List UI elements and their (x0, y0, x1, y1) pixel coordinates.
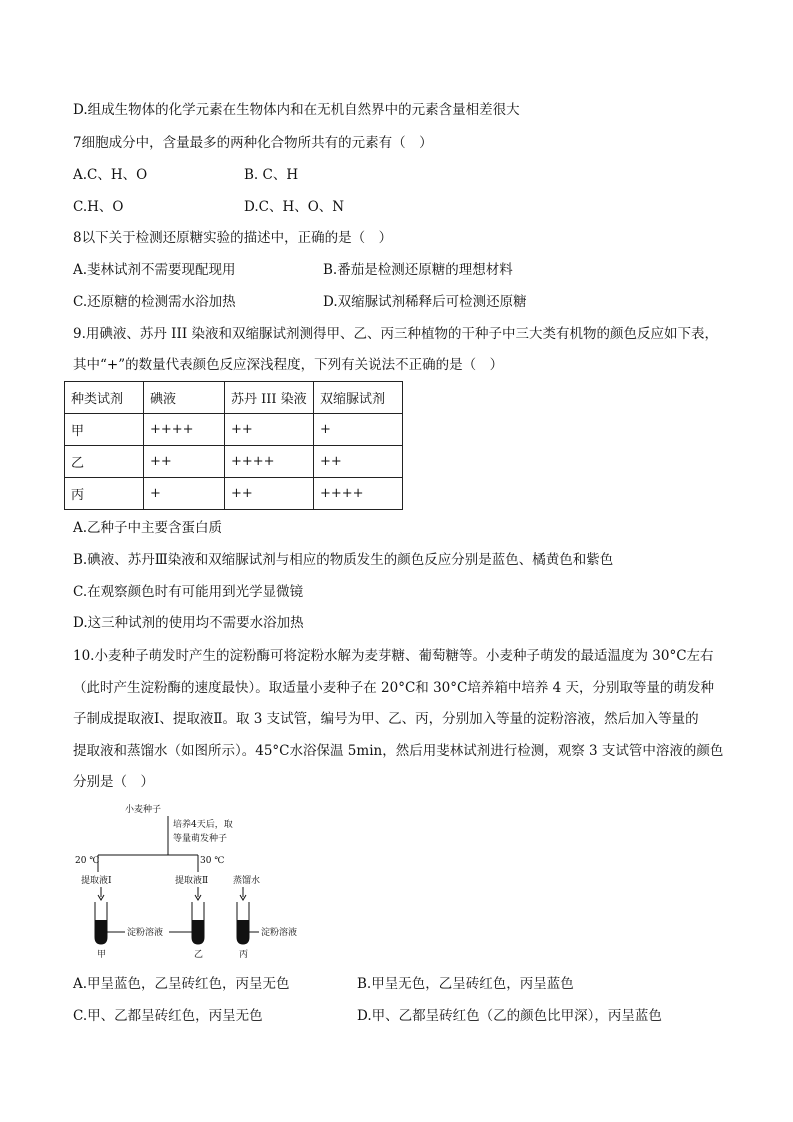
table-cell: ++ (144, 446, 225, 478)
table-header-row (65, 382, 403, 414)
q10-stem-line4: 提取液和蒸馏水（如图所示）。45°C水浴保温 5min，然后用斐林试剂进行检测，观察 3 支试管中溶液的颜色 (73, 743, 724, 759)
tube-label-bing: 丙 (239, 950, 249, 960)
q8-option-d: D.双缩脲试剂稀释后可检测还原糖 (323, 294, 527, 310)
q10-stem-line1: 10.小麦种子萌发时产生的淀粉酶可将淀粉水解为麦芽糖、葡萄糖等。小麦种子萌发的最适温度为 30°C左右 (73, 648, 714, 664)
q9-option-d: D.这三种试剂的使用均不需要水浴加热 (73, 615, 304, 631)
q8-option-b: B.番茄是检测还原糖的理想材料 (323, 262, 513, 278)
tube-label-jia: 甲 (97, 950, 107, 960)
q7-option-d: D.C、H、O、N (244, 199, 345, 215)
extract-2-label: 提取液Ⅱ (175, 876, 209, 886)
table-cell: ++++ (225, 446, 314, 478)
table-row (65, 414, 403, 446)
q9-option-c: C.在观察颜色时有可能用到光学显微镜 (73, 584, 304, 600)
step-label-2: 等量萌发种子 (173, 834, 228, 844)
q10-option-d: D.甲、乙都呈砖红色（乙的颜色比甲深），丙呈蓝色 (357, 1008, 662, 1024)
q7-stem: 7细胞成分中，含量最多的两种化合物所共有的元素有（ ） (73, 135, 433, 151)
q9-stem-line2: 其中“+”的数量代表颜色反应深浅程度，下列有关说法不正确的是（ ） (73, 357, 504, 373)
q9-stem-line1: 9.用碘液、苏丹 III 染液和双缩脲试剂测得甲、乙、丙三种植物的干种子中三大类有机物的颜色反应如下表， (73, 326, 718, 342)
table-cell: + (314, 414, 403, 446)
table-cell: ++ (314, 446, 403, 478)
table-header-cell: 种类试剂 (65, 382, 144, 414)
table-cell: + (144, 478, 225, 510)
table-cell: 丙 (65, 478, 144, 510)
q10-stem-line2: （此时产生淀粉酶的速度最快）。取适量小麦种子在 20°C和 30°C培养箱中培养 4 天，分别取等量的萌发种 (73, 680, 715, 696)
q9-option-a: A.乙种子中主要含蛋白质 (73, 520, 223, 536)
temp-20-label: 20 ℃ (75, 856, 100, 866)
table-cell: ++ (225, 414, 314, 446)
q8-option-a: A.斐林试剂不需要现配现用 (73, 262, 236, 278)
q7-option-c: C.H、O (73, 199, 124, 215)
q10-option-c: C.甲、乙都呈砖红色，丙呈无色 (73, 1008, 263, 1024)
q9-option-b: B.碘液、苏丹Ⅲ染液和双缩脲试剂与相应的物质发生的颜色反应分别是蓝色、橘黄色和紫色 (73, 552, 614, 568)
table-cell: ++++ (144, 414, 225, 446)
starch-label-1: 淀粉溶液 (127, 928, 164, 938)
water-label: 蒸馏水 (233, 876, 261, 886)
seed-label: 小麦种子 (125, 805, 162, 815)
table-row (65, 446, 403, 478)
tube-label-yi: 乙 (194, 950, 204, 960)
q6-option-d: D.组成生物体的化学元素在生物体内和在无机自然界中的元素含量相差很大 (73, 102, 520, 118)
q10-stem-line3: 子制成提取液Ⅰ、提取液Ⅱ。取 3 支试管，编号为甲、乙、丙，分别加入等量的淀粉溶液，然后加入等量的 (73, 711, 699, 727)
q8-stem: 8以下关于检测还原糖实验的描述中，正确的是（ ） (73, 230, 393, 246)
table-header-cell: 双缩脲试剂 (314, 382, 403, 414)
table-cell: 乙 (65, 446, 144, 478)
q10-option-b: B.甲呈无色，乙呈砖红色，丙呈蓝色 (357, 976, 574, 992)
table-cell: 甲 (65, 414, 144, 446)
q7-option-b: B. C、H (244, 167, 299, 183)
q8-option-c: C.还原糖的检测需水浴加热 (73, 294, 236, 310)
experiment-figure (73, 800, 308, 960)
q10-option-a: A.甲呈蓝色，乙呈砖红色，丙呈无色 (73, 976, 290, 992)
table-header-cell: 碘液 (144, 382, 225, 414)
table-header-cell: 苏丹 III 染液 (225, 382, 314, 414)
table-cell: ++ (225, 478, 314, 510)
table-row (65, 478, 403, 510)
reaction-table (64, 381, 403, 510)
starch-label-2: 淀粉溶液 (261, 928, 298, 938)
q10-stem-line5: 分别是（ ） (73, 774, 154, 790)
temp-30-label: 30 ℃ (200, 856, 225, 866)
step-label-1: 培养4天后，取 (173, 820, 233, 830)
q7-option-a: A.C、H、O (73, 167, 148, 183)
table-cell: ++++ (314, 478, 403, 510)
extract-1-label: 提取液Ⅰ (81, 876, 112, 886)
